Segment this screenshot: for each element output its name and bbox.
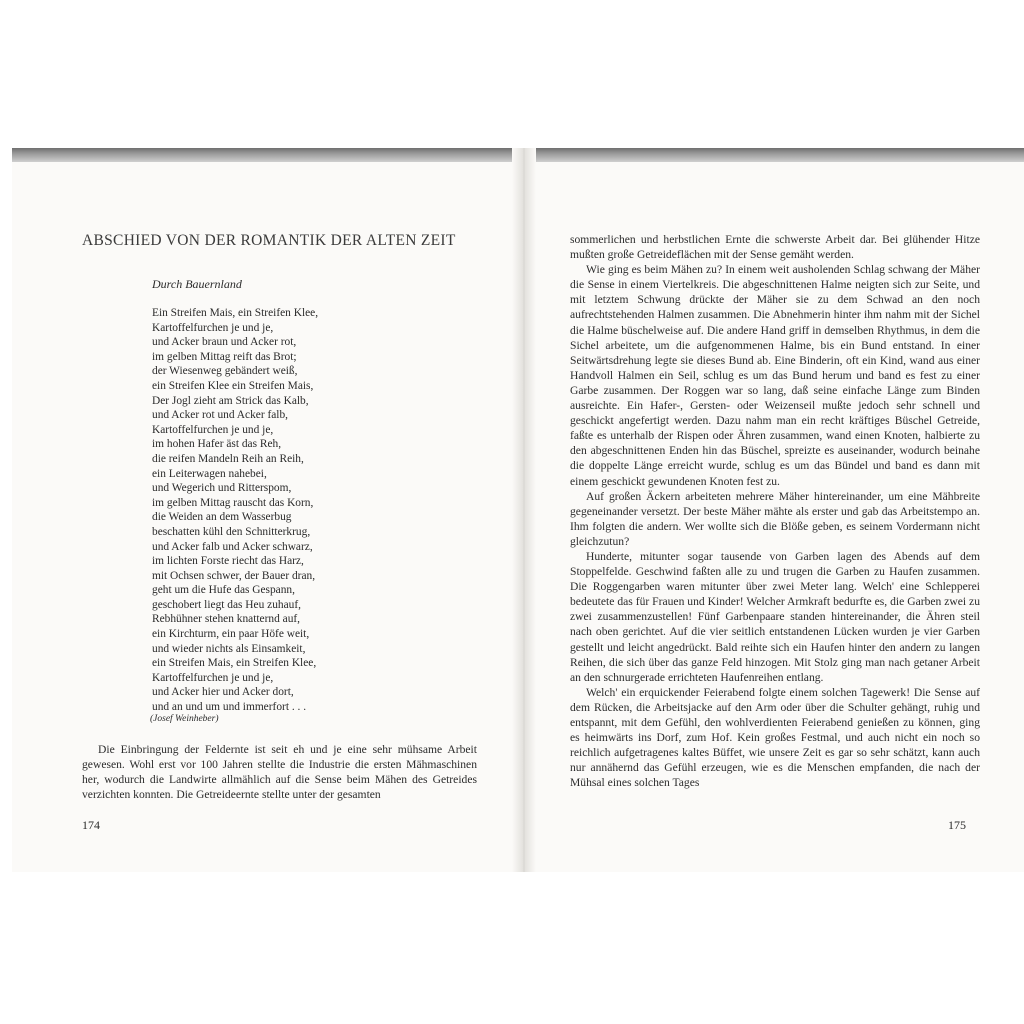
poem-line: Ein Streifen Mais, ein Streifen Klee, xyxy=(152,307,319,319)
poem-line: Kartoffelfurchen je und je, xyxy=(152,321,274,334)
poem-line: geschobert liegt das Heu zuhauf, xyxy=(152,598,301,611)
right-page xyxy=(536,148,1024,872)
poem-author: (Josef Weinheber) xyxy=(150,714,219,724)
chapter-title: ABSCHIED VON DER ROMANTIK DER ALTEN ZEIT xyxy=(82,232,456,249)
left-page xyxy=(12,148,512,872)
paragraph: Wie ging es beim Mähen zu? In einem weit ausholenden Schlag schwang der Mäher die Sense in einem Viertelkreis. Die abgeschnittenen Halme neigten sich zur Seite, und mit letztem Schwung drückte der Mäher sie zu dem Schwad an den noch aufrechtstehenden Halmen zusammen. Die Abnehmerin hinter ihm nahm mit der Sichel die Halme büschelweise auf. Die andere Hand griff in demselben Rhythmus, in dem die Sichel arbeitete, um die aufgenommenen Halme, bis ein Bund entstand. In einer Seitwärtsdrehung legte sie dieses Bund ab. Eine Binderin, oft ein Kind, wand aus einer Handvoll Halmen ein Seil, schlug es um das Bund herum und band es fest zu einer Garbe zusammen. Der Roggen war so lang, daß seine einfache Länge zum Binden ausreichte. Ein Hafer-, Gersten- oder Weizenseil mußte jedoch sehr schnell und geschickt angefertigt werden. Dazu nahm man ein recht kräftiges Büschel Getreide, faßte es unterhalb der Rispen oder Ähren zusammen, wand einen Knoten, halbierte zu den abgeschnittenen Enden hin das Büschel, spreizte es auseinander, wodurch beinahe die doppelte Länge erreicht wurde, schlug es um das Bündel und band es dann mit einem geschickt gewundenen Knoten fest zu. xyxy=(570,263,980,488)
poem-line: die Weiden an dem Wasserbug xyxy=(152,511,292,524)
poem-line: und Acker rot und Acker falb, xyxy=(152,409,289,422)
book-gutter xyxy=(512,148,536,872)
poem-line: und Acker falb und Acker schwarz, xyxy=(152,540,313,553)
poem-title: Durch Bauernland xyxy=(152,277,242,291)
body-text xyxy=(570,232,980,790)
page-number: 175 xyxy=(948,818,966,832)
paragraph: Die Einbringung der Feldernte ist seit eh und je eine sehr mühsame Arbeit gewesen. Wohl erst vor 100 Jahren stellte die Industrie die ersten Mähmaschinen her, wodurch die Landwirte allmählich auf die Sense beim Mähen des Getreides verzichten konnten. Die Getreideernte stellte unter der gesamten xyxy=(82,743,477,802)
poem-line: und an und um und immerfort . . . xyxy=(152,701,307,714)
open-book xyxy=(12,148,1024,872)
poem-line: Rebhühner stehen knatternd auf, xyxy=(152,613,301,626)
poem-line: und Wegerich und Ritterspom, xyxy=(152,482,292,495)
paragraph: sommerlichen und herbstlichen Ernte die schwerste Arbeit dar. Bei glühender Hitze mußten große Getreideflächen mit der Sense gemäht werden. xyxy=(570,233,980,262)
poem-line: geht um die Hufe das Gespann, xyxy=(152,584,295,597)
poem-line: im lichten Forste riecht das Harz, xyxy=(152,555,304,568)
poem-line: ein Leiterwagen nahebei, xyxy=(152,467,267,480)
poem-line: der Wiesenweg gebändert weiß, xyxy=(152,365,298,378)
poem xyxy=(152,306,482,715)
paragraph: Auf großen Äckern arbeiteten mehrere Mäher hintereinander, um eine Mähbreite gegeneinander versetzt. Der beste Mäher mähte als erster und gab das Arbeitstempo an. Ihm folgten die andern. Wer wollte sich die Blöße geben, es seinem Vordermann nicht gleichzutun? xyxy=(570,489,980,548)
poem-line: Der Jogl zieht am Strick das Kalb, xyxy=(152,394,309,407)
page-number: 174 xyxy=(82,818,100,832)
poem-line: im hohen Hafer äst das Reh, xyxy=(152,438,282,451)
poem-line: Kartoffelfurchen je und je, xyxy=(152,423,274,436)
poem-line: im gelben Mittag rauscht das Korn, xyxy=(152,496,314,509)
poem-line: mit Ochsen schwer, der Bauer dran, xyxy=(152,569,316,582)
poem-line: ein Kirchturm, ein paar Höfe weit, xyxy=(152,628,310,641)
poem-line: und Acker braun und Acker rot, xyxy=(152,336,297,349)
paragraph: Welch' ein erquickender Feierabend folgte einem solchen Tagewerk! Die Sense auf dem Rücken, die Arbeitsjacke auf den Arm oder über die Schulter gehängt, ruhig und entspannt, mit dem Gefühl, den wohlverdienten Feierabend genießen zu können, ging es heimwärts ins Dorf, zum Hof. Kein großes Festmal, und auch nicht ein noch so reichlich aufgetragenes kaltes Büffet, wie unsere Zeit es gar so sehr schätzt, kann auch nur annähernd das Gefühl erzeugen, wie es die Menschen empfanden, die nach der Mühsal eines solchen Tages xyxy=(570,685,980,790)
poem-line: im gelben Mittag reift das Brot; xyxy=(152,350,297,363)
poem-line: und wieder nichts als Einsamkeit, xyxy=(152,642,306,655)
poem-line: Kartoffelfurchen je und je, xyxy=(152,671,274,684)
poem-line: ein Streifen Klee ein Streifen Mais, xyxy=(152,379,314,392)
poem-line: die reifen Mandeln Reih an Reih, xyxy=(152,452,304,465)
poem-line: und Acker hier und Acker dort, xyxy=(152,686,294,699)
poem-line: ein Streifen Mais, ein Streifen Klee, xyxy=(152,657,317,670)
body-text xyxy=(82,742,477,802)
poem-line: beschatten kühl den Schnitterkrug, xyxy=(152,525,311,538)
paragraph: Hunderte, mitunter sogar tausende von Garben lagen des Abends auf dem Stoppelfelde. Geschwind faßten alle zu und trugen die Garben zu Haufen zusammen. Die Roggengarben waren mitunter über zwei Meter lang. Welch' eine Schlepperei bedeutete das für Frauen und Kinder! Welcher Armkraft bedurfte es, die Garben zwei zu zwei zusammenzustellen! Fünf Garbenpaare standen hintereinander, die Ähren steil nach oben gerichtet. Auf die vier seitlich entstandenen Lücken wurden je vier Garben gestellt und leicht angedrückt. Bald reihte sich ein Haufen hinter den andern zu langen Reihen, die sich über das ganze Feld hinzogen. Mit Stolz ging man nach getaner Arbeit an den schnurgerade errichteten Haufenreihen entlang. xyxy=(570,549,980,684)
